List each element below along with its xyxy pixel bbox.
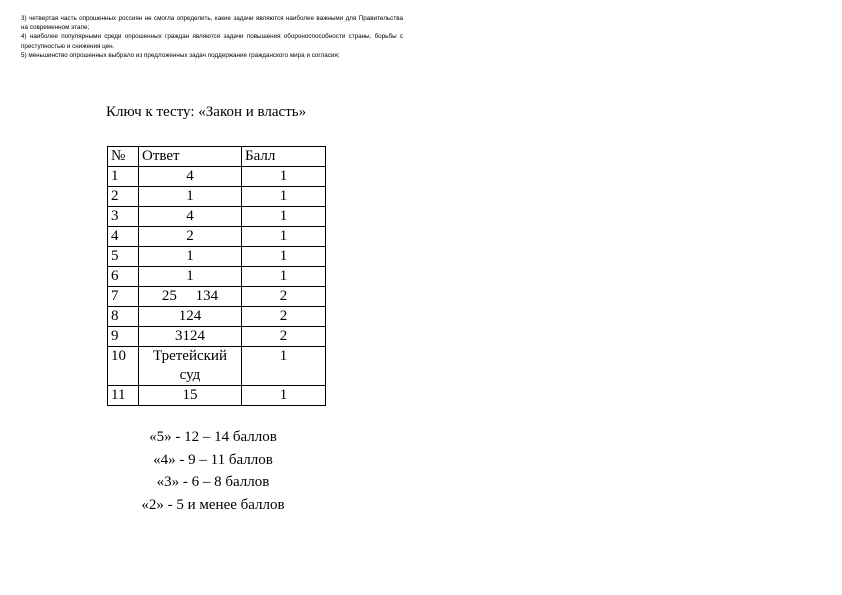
table-row	[108, 307, 326, 327]
answer-key-table	[107, 146, 326, 406]
cell-points: 1	[242, 347, 326, 386]
cell-answer: 1	[139, 247, 242, 267]
cell-number: 5	[108, 247, 139, 267]
cell-answer: Третейский суд	[139, 347, 242, 386]
cell-number: 4	[108, 227, 139, 247]
cell-number: 6	[108, 267, 139, 287]
cell-answer: 15	[139, 386, 242, 406]
cell-number: 10	[108, 347, 139, 386]
cell-points: 1	[242, 386, 326, 406]
page-title: Ключ к тесту: «Закон и власть»	[106, 104, 307, 120]
cell-answer: 4	[139, 207, 242, 227]
grade-line: «4» - 9 – 11 баллов	[153, 451, 273, 468]
cell-points: 2	[242, 327, 326, 347]
header-number: №	[108, 147, 139, 167]
cell-points: 1	[242, 207, 326, 227]
cell-points: 1	[242, 167, 326, 187]
cell-points: 2	[242, 307, 326, 327]
cell-answer: 3124	[139, 327, 242, 347]
intro-paragraph: 4) наиболее популярными среди опрошенных граждан являются задачи повышения обороноспособности страны, борьбы с преступностью и снижения цен.	[21, 33, 403, 50]
cell-answer: 4	[139, 167, 242, 187]
table-header-row	[108, 147, 326, 167]
cell-points: 1	[242, 187, 326, 207]
cell-points: 1	[242, 247, 326, 267]
cell-number: 2	[108, 187, 139, 207]
cell-number: 3	[108, 207, 139, 227]
intro-text	[21, 14, 403, 60]
table-row	[108, 207, 326, 227]
cell-points: 1	[242, 267, 326, 287]
table-row	[108, 227, 326, 247]
table-row	[108, 187, 326, 207]
grade-line: «5» - 12 – 14 баллов	[149, 429, 277, 445]
cell-number: 7	[108, 287, 139, 307]
cell-points: 1	[242, 227, 326, 247]
table-row	[108, 327, 326, 347]
header-answer: Ответ	[139, 147, 242, 167]
table-row	[108, 267, 326, 287]
cell-number: 1	[108, 167, 139, 187]
table-row	[108, 167, 326, 187]
intro-paragraph: 3) четвертая часть опрошенных россиян не смогла определить, какие задачи являются наиболее важными для Правительства на современном этапе;	[21, 15, 403, 32]
intro-paragraph: 5) меньшинство опрошенных выбрало из предложенных задач поддержание гражданского мира и согласия;	[21, 51, 340, 59]
table-row	[108, 347, 326, 386]
grade-line: «2» - 5 и менее баллов	[141, 496, 285, 513]
cell-answer: 1	[139, 187, 242, 207]
table-row	[108, 287, 326, 307]
grade-line: «3» - 6 – 8 баллов	[156, 474, 270, 490]
cell-answer: 124	[139, 307, 242, 327]
cell-number: 11	[108, 386, 139, 406]
cell-number: 9	[108, 327, 139, 347]
cell-answer: 25 134	[139, 287, 242, 307]
cell-answer: 2	[139, 227, 242, 247]
table-row	[108, 247, 326, 267]
cell-number: 8	[108, 307, 139, 327]
grading-scale	[118, 426, 308, 516]
cell-answer: 1	[139, 267, 242, 287]
header-points: Балл	[242, 147, 326, 167]
table-row	[108, 386, 326, 406]
cell-points: 2	[242, 287, 326, 307]
